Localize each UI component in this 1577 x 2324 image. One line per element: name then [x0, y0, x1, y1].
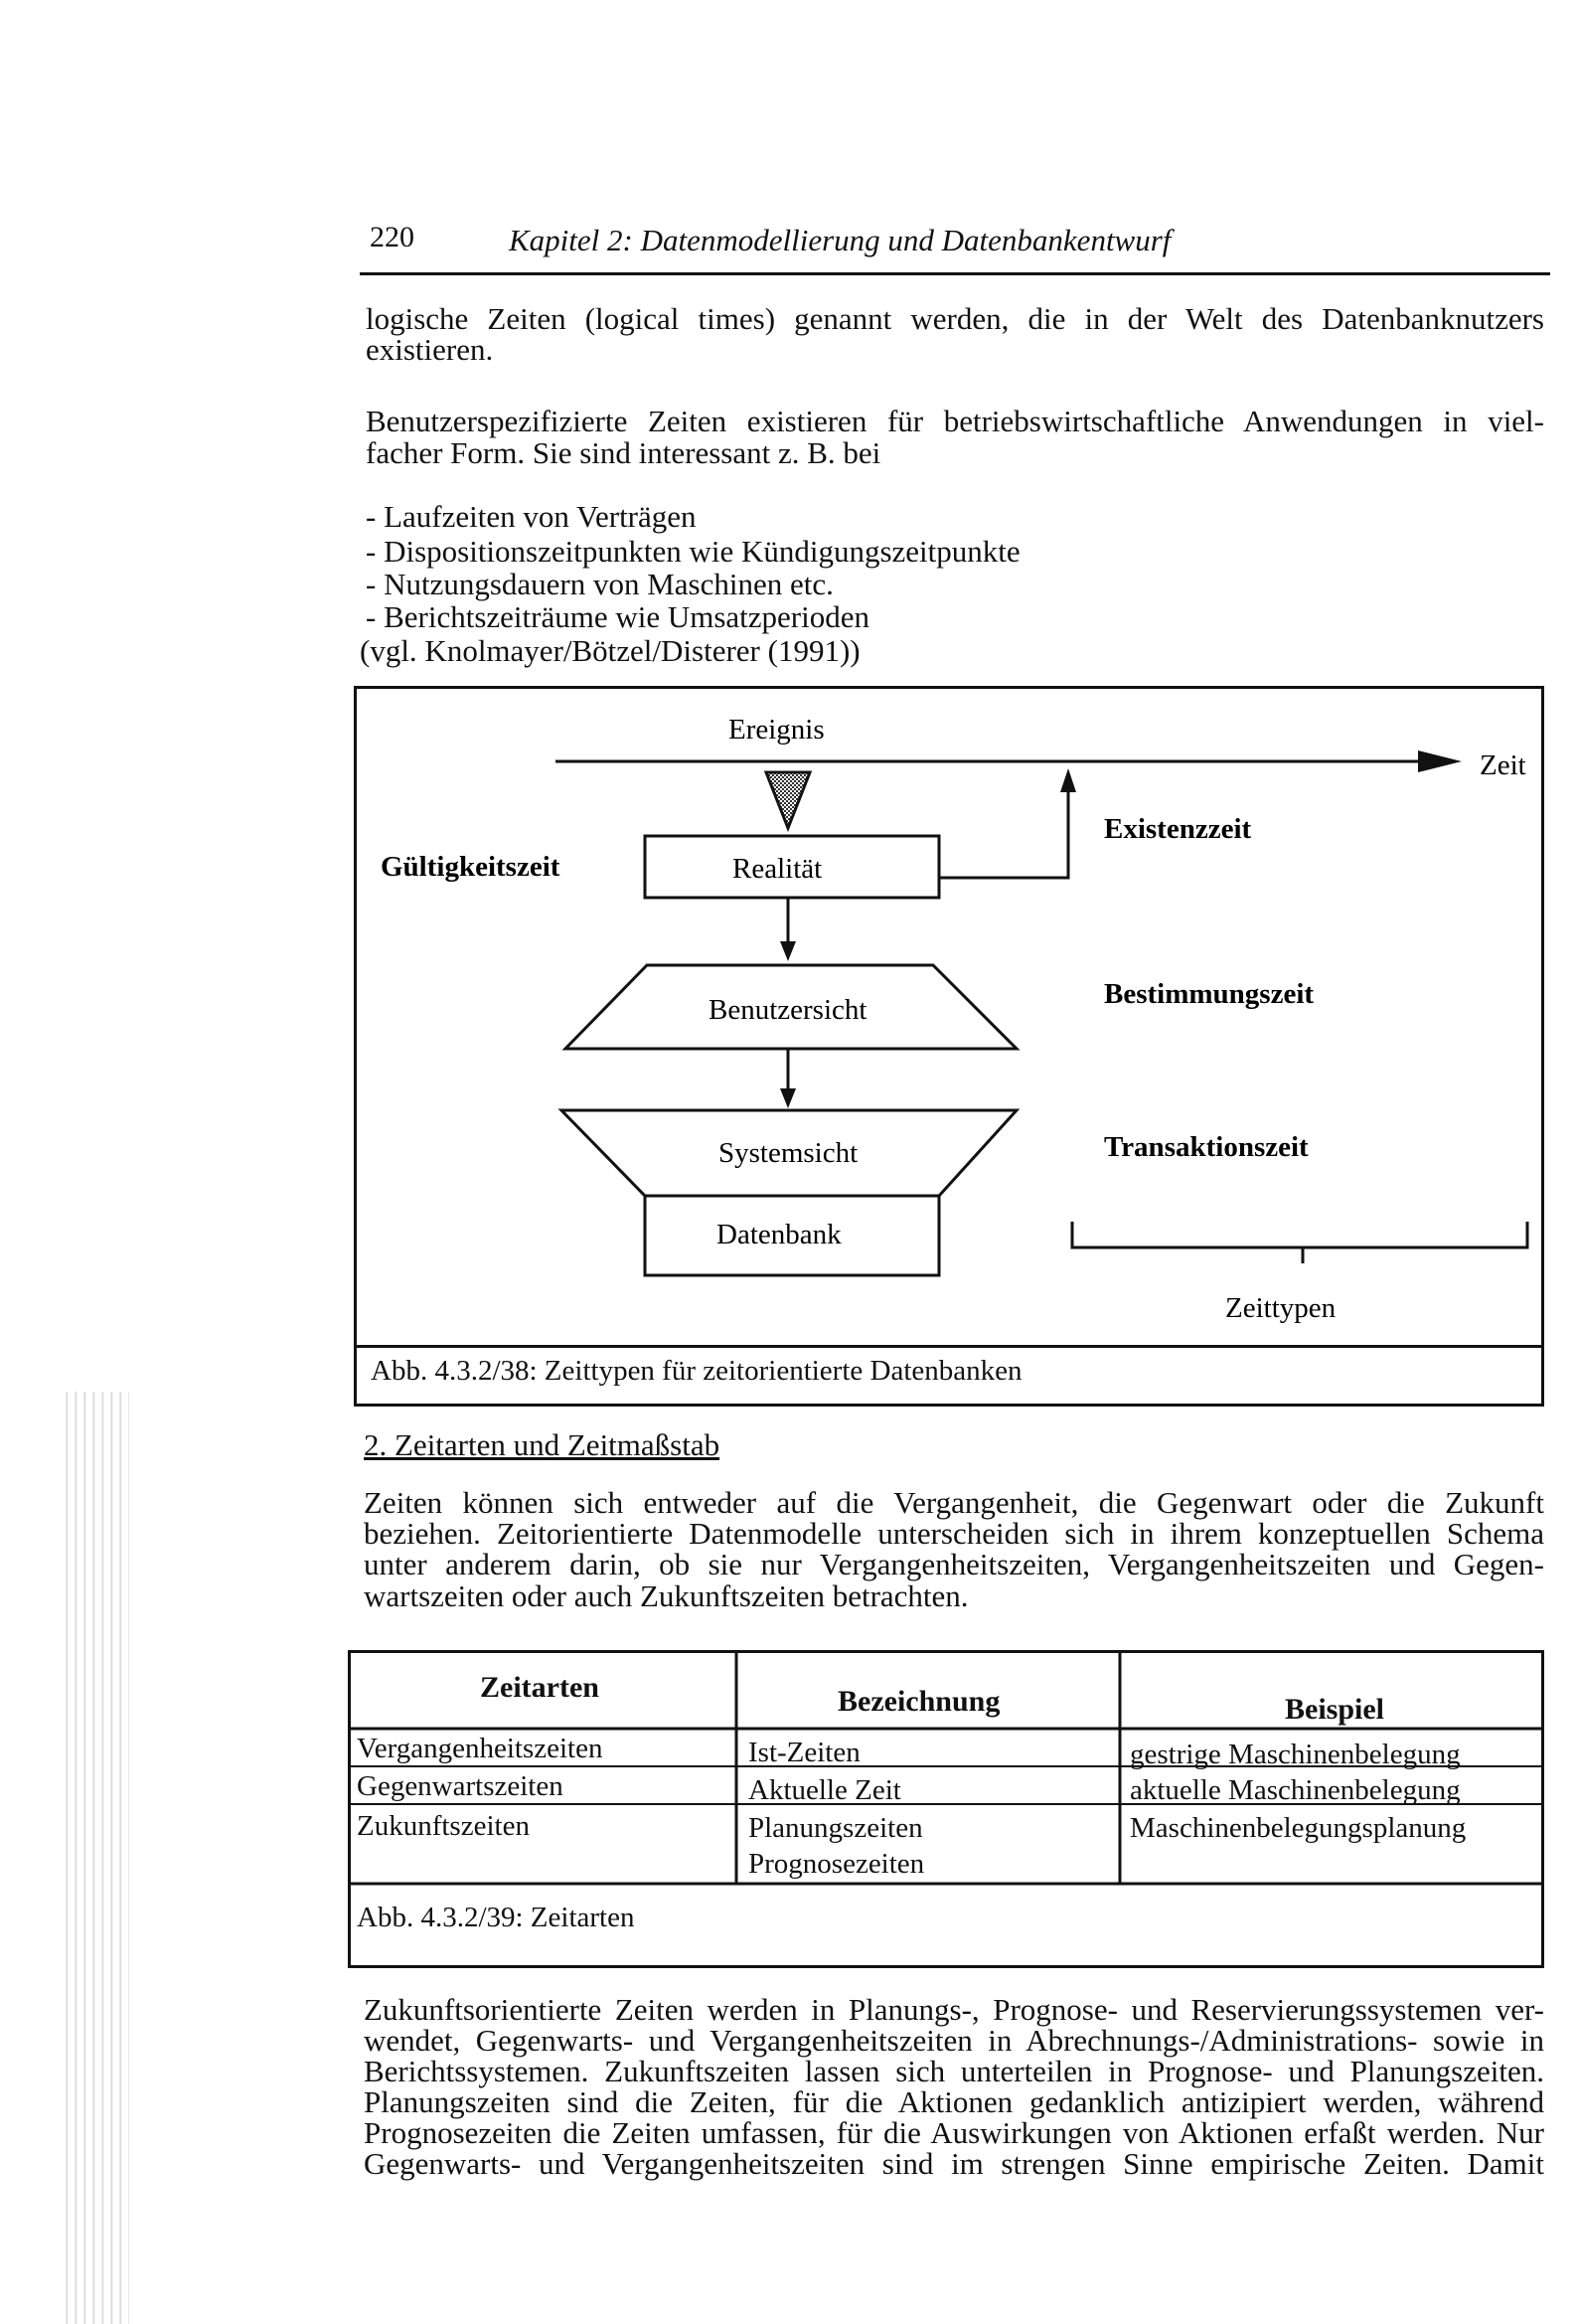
text-line: logische Zeiten (logical times) genannt werden, die in der Welt des Datenbanknutzers: [366, 301, 1544, 336]
section-heading: 2. Zeitarten und Zeitmaßstab: [364, 1427, 720, 1462]
time-axis-arrowhead: [1418, 750, 1462, 772]
validity-time-label: Gültigkeitszeit: [381, 851, 560, 883]
time-types-label: Zeittypen: [1225, 1292, 1337, 1324]
figure-time-types: [354, 686, 1544, 1407]
text-line: Benutzerspezifizierte Zeiten existieren für betriebswirtschaftliche Anwendungen in viel-: [366, 404, 1544, 438]
text-line: Zeiten können sich entweder auf die Vergangenheit, die Gegenwart oder die Zukunft: [364, 1485, 1544, 1520]
text-line: wendet, Gegenwarts- und Vergangenheitszeiten in Abrechnungs-/Administrations- sowie in: [364, 2023, 1544, 2058]
user-view-label: Benutzersicht: [709, 994, 867, 1026]
cell-bezeichnung: Ist-Zeiten: [748, 1737, 861, 1768]
system-view-label: Systemsicht: [718, 1137, 859, 1169]
cell-zeitart: Vergangenheitszeiten: [357, 1733, 603, 1764]
event-label: Ereignis: [728, 714, 825, 746]
existence-connector: [939, 788, 1068, 878]
citation: (vgl. Knolmayer/Bötzel/Disterer (1991)): [360, 633, 861, 668]
list-item: - Laufzeiten von Verträgen: [366, 499, 697, 534]
reality-label: Realität: [732, 853, 823, 885]
text-line: Zukunftsorientierte Zeiten werden in Planungs-, Prognose- und Reservierungssystemen ver-: [364, 1992, 1544, 2027]
text-line: Berichtssystemen. Zukunftszeiten lassen sich unterteilen in Prognose- und Planungszeiten.: [364, 2054, 1544, 2088]
text-line: Planungszeiten sind die Zeiten, für die Aktionen gedanklich antizipiert werden, während: [364, 2084, 1544, 2119]
existence-arrowhead: [1060, 768, 1076, 792]
database-label: Datenbank: [716, 1219, 842, 1250]
text-line: wartszeiten oder auch Zukunftszeiten betrachten.: [364, 1578, 969, 1613]
text-line: Gegenwarts- und Vergangenheitszeiten sind im strengen Sinne empirische Zeiten. Damit: [364, 2146, 1544, 2181]
list-item: - Nutzungsdauern von Maschinen etc.: [366, 567, 834, 601]
arrowhead-user-view: [780, 941, 796, 961]
definition-time-label: Bestimmungszeit: [1104, 978, 1315, 1010]
text-line: Prognosezeiten die Zeiten umfassen, für die Auswirkungen von Aktionen erfaßt werden. Nur: [364, 2115, 1544, 2150]
text-line: existieren.: [366, 332, 494, 367]
cell-beispiel: gestrige Maschinenbelegung: [1130, 1739, 1461, 1770]
cell-beispiel: Maschinenbelegungsplanung: [1130, 1812, 1467, 1844]
cell-zeitart: Zukunftszeiten: [357, 1810, 530, 1842]
time-types-diagram: [357, 689, 1541, 1340]
cell-bezeichnung-2: Prognosezeiten: [748, 1848, 925, 1880]
header-zeitarten: Zeitarten: [480, 1671, 599, 1704]
cell-beispiel: aktuelle Maschinenbelegung: [1130, 1774, 1461, 1806]
event-marker-icon: [766, 772, 810, 828]
arrowhead-system-view: [780, 1088, 796, 1108]
text-line: beziehen. Zeitorientierte Datenmodelle unterscheiden sich in ihrem konzeptuellen Schema: [364, 1516, 1544, 1551]
list-item: - Berichtszeiträume wie Umsatzperioden: [366, 599, 869, 634]
table-caption: Abb. 4.3.2/39: Zeitarten: [357, 1902, 635, 1933]
text-line: unter anderem darin, ob sie nur Vergangenheitszeiten, Vergangenheitszeiten und Gegen-: [364, 1547, 1544, 1581]
page-number: 220: [370, 221, 414, 253]
figure-caption: Abb. 4.3.2/38: Zeittypen für zeitorientierte Datenbanken: [371, 1355, 1023, 1387]
text-line: facher Form. Sie sind interessant z. B. bei: [366, 435, 881, 470]
header-beispiel: Beispiel: [1285, 1693, 1385, 1726]
cell-bezeichnung: Planungszeiten: [748, 1812, 923, 1844]
scan-edge-artifact: [60, 1392, 129, 2324]
existence-time-label: Existenzzeit: [1104, 813, 1252, 845]
time-kinds-table: [348, 1650, 1544, 1968]
running-title: Kapitel 2: Datenmodellierung und Datenbankentwurf: [509, 223, 1172, 257]
cell-zeitart: Gegenwartszeiten: [357, 1770, 563, 1802]
list-item: - Dispositionszeitpunkten wie Kündigungszeitpunkte: [366, 534, 1021, 569]
time-axis-label: Zeit: [1480, 749, 1526, 781]
time-types-brace: [1072, 1222, 1527, 1247]
header-bezeichnung: Bezeichnung: [838, 1685, 1001, 1718]
caption-separator: [357, 1345, 1541, 1348]
transaction-time-label: Transaktionszeit: [1104, 1131, 1309, 1163]
page-header: [360, 221, 1550, 275]
cell-bezeichnung: Aktuelle Zeit: [748, 1774, 901, 1806]
